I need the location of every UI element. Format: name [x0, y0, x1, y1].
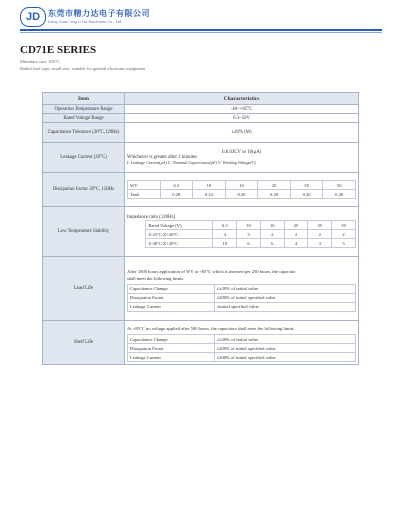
- load-life-limits-table: [127, 284, 356, 312]
- z40-cell: 10: [213, 239, 237, 248]
- shelf-life-label: Shelf Life: [43, 321, 125, 365]
- rated-voltage-value: 6.3~50V: [125, 114, 359, 123]
- row-leakage-current: [43, 143, 359, 173]
- wv-cell: 6.3: [160, 181, 193, 190]
- capacitance-tolerance-label: Capacitance Tolerance (20°C,120Hz): [43, 123, 125, 143]
- leakage-current-label: Leakage Current (20°C): [43, 143, 125, 173]
- header-item: Item: [43, 93, 125, 105]
- series-title: CD71E SERIES: [20, 44, 97, 56]
- low-temp-inner-table: [145, 220, 356, 248]
- z40-cell: 3: [308, 239, 332, 248]
- row-dissipation-factor: [43, 173, 359, 207]
- voltage-cell: 50: [332, 221, 356, 230]
- voltage-cell: 25: [284, 221, 308, 230]
- leakage-formula: I≤0.03CV or 10(μA): [221, 150, 262, 155]
- company-logo: [20, 7, 46, 27]
- z40-label: Z-40°C/Z+20°C: [146, 239, 213, 248]
- z25-label: Z-25°C/Z+20°C: [146, 230, 213, 239]
- wv-cell: 25: [258, 181, 291, 190]
- voltage-cell: 10: [237, 221, 261, 230]
- series-subtitle-2: Radial lead type, small size, suitable for general electronic equipment: [20, 66, 146, 71]
- dissipation-factor-cell: [125, 173, 359, 207]
- load-life-cell: [125, 257, 359, 321]
- shelf-life-cell: [125, 321, 359, 365]
- limit-value: ≤±20% of initial value: [214, 284, 355, 293]
- limit-value: ≤200% of initial specified value: [214, 293, 355, 302]
- rated-voltage-label: Rated Voltage Range: [43, 114, 125, 123]
- dissipation-factor-label: Dissipation Factor 20°C, 120Hz: [43, 173, 125, 207]
- operating-temp-value: -40~+85°C: [125, 105, 359, 114]
- capacitance-tolerance-value: ±20% (M): [125, 123, 359, 143]
- shelf-life-description: At +85°C no voltage applied after 500 hours, the capacitors shall meet the following limits: [127, 326, 294, 331]
- tan-cell: 0.24: [193, 190, 226, 199]
- row-low-temp-stability: [43, 207, 359, 257]
- tan-cell: 0.20: [290, 190, 323, 199]
- leakage-note-1: Whichever is greater after 1 minutes: [127, 155, 197, 160]
- row-capacitance-tolerance: [43, 123, 359, 143]
- voltage-cell: 35: [308, 221, 332, 230]
- z40-cell: 4: [284, 239, 308, 248]
- spec-header-row: [43, 93, 359, 105]
- dissipation-inner-table: [127, 180, 356, 199]
- row-rated-voltage: [43, 114, 359, 123]
- wv-cell: 16: [225, 181, 258, 190]
- z40-cell: 6: [260, 239, 284, 248]
- limit-label: Dissipation Factor: [128, 293, 215, 302]
- load-life-label: Load Life: [43, 257, 125, 321]
- header-divider-thin: [20, 32, 382, 33]
- rated-voltage-col-label: Rated Voltage (V): [146, 221, 213, 230]
- leakage-current-cell: [125, 143, 359, 173]
- z25-cell: 4: [213, 230, 237, 239]
- low-temp-stability-cell: [125, 207, 359, 257]
- series-subtitle-1: Miniature size, 105°C: [20, 59, 60, 64]
- limit-label: Capacitance Change: [128, 335, 215, 344]
- z25-cell: 2: [308, 230, 332, 239]
- limit-value: ≤200% of initial specified value: [214, 353, 355, 362]
- limit-label: Leakage Current: [128, 302, 215, 311]
- load-life-text-1: After 1000 hours application of WV at +85°C which is inserted per 250 hours, the capacitor: [127, 268, 296, 274]
- operating-temp-label: Operation Temperature Range: [43, 105, 125, 114]
- row-shelf-life: [43, 321, 359, 365]
- voltage-cell: 16: [260, 221, 284, 230]
- company-name-english: Dong Guan Jing Li Da Electronic Co., Ltd.: [48, 19, 123, 24]
- shelf-life-limits-table: [127, 334, 356, 362]
- tan-cell: 0.20: [323, 190, 356, 199]
- limit-value: ≤200% of initial specified value: [214, 344, 355, 353]
- company-name-chinese: 东莞市精力达电子有限公司: [48, 9, 150, 18]
- logo-text: JD: [25, 11, 41, 23]
- voltage-cell: 6.3: [213, 221, 237, 230]
- z40-cell: 3: [332, 239, 356, 248]
- low-temp-stability-label: Low Temperature Stability: [43, 207, 125, 257]
- wv-cell: 50: [323, 181, 356, 190]
- impedance-ratio-note: Impedance ratio (120Hz): [127, 215, 176, 220]
- z25-cell: 2: [260, 230, 284, 239]
- row-load-life: [43, 257, 359, 321]
- load-life-description: [127, 266, 356, 284]
- header-characteristics: Characteristics: [125, 93, 359, 105]
- tan-cell: 0.28: [160, 190, 193, 199]
- load-life-text-2: shall meet the following limits.: [127, 275, 185, 281]
- row-operating-temp: [43, 105, 359, 114]
- tan-cell: 0.20: [225, 190, 258, 199]
- z25-cell: 3: [237, 230, 261, 239]
- z25-cell: 2: [332, 230, 356, 239]
- limit-label: Leakage Current: [128, 353, 215, 362]
- z40-cell: 6: [237, 239, 261, 248]
- limit-value: ≤initial specified value: [214, 302, 355, 311]
- limit-value: ≤±20% of initial value: [214, 335, 355, 344]
- leakage-note-2: I: Leakage Current(μA) C: Nominal Capacitance(μF) V: Working Voltage(V): [127, 160, 256, 165]
- wv-cell: 35: [290, 181, 323, 190]
- tan-cell: 0.20: [258, 190, 291, 199]
- tan-label: Tanδ: [128, 190, 161, 199]
- wv-cell: 10: [193, 181, 226, 190]
- z25-cell: 2: [284, 230, 308, 239]
- limit-label: Capacitance Change: [128, 284, 215, 293]
- limit-label: Dissipation Factor: [128, 344, 215, 353]
- spec-table: [42, 92, 359, 365]
- wv-label: WV: [128, 181, 161, 190]
- header-divider: [20, 29, 382, 31]
